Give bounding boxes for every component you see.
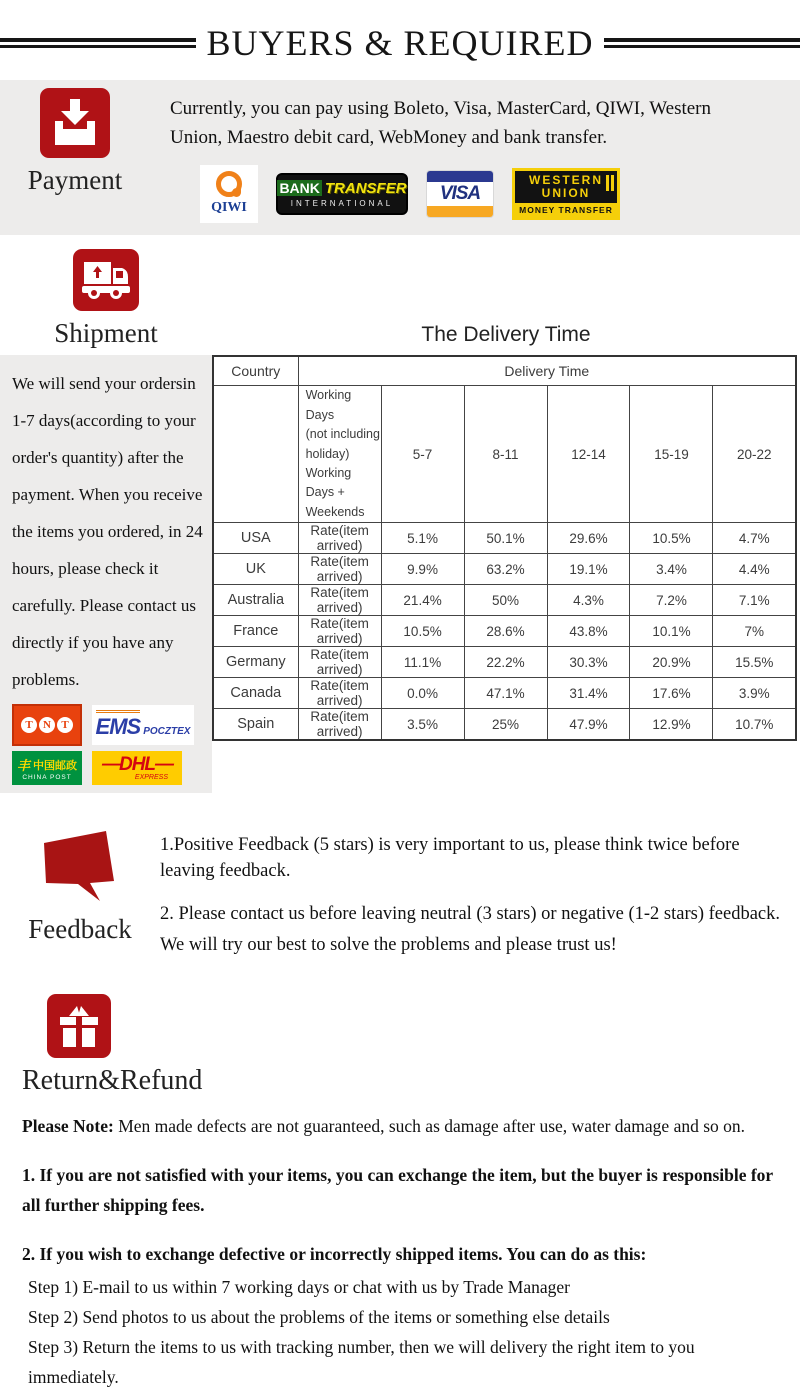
table-header-row-1 <box>213 356 796 386</box>
page-title: BUYERS & REQUIRED <box>206 23 594 63</box>
table-row: Canada Rate(item arrived) 0.0% 47.1% 31.4% 17.6% 3.9% <box>213 678 796 709</box>
please-note-label: Please Note: <box>22 1116 114 1137</box>
shipment-note-text: We will send your ordersin 1-7 days(according to your order's quantity) after the payment. When you receive the items you ordered, in 24 hours, please check it carefully. Please contact us directly if you have any problems. <box>12 373 203 690</box>
table-row: Australia Rate(item arrived) 21.4% 50% 4.3% 7.2% 7.1% <box>213 585 796 616</box>
delivery-time-title: The Delivery Time <box>421 322 591 346</box>
table-row: Germany Rate(item arrived) 11.1% 22.2% 30.3% 20.9% 15.5% <box>213 647 796 678</box>
qiwi-logo <box>200 165 258 223</box>
return-steps <box>22 1272 776 1392</box>
range-header: 12-14 <box>547 386 630 523</box>
money-transfer-wordmark: MONEY TRANSFER <box>519 204 613 215</box>
feedback-point-2: 2. Please contact us before leaving neutral (3 stars) or negative (1-2 stars) feedback. We will try our best to solve the problems and please trust us! <box>160 904 781 955</box>
bank-transfer-logo <box>276 173 408 215</box>
feedback-section <box>0 825 800 960</box>
tnt-logo: T N T <box>12 704 82 746</box>
qiwi-wordmark: QIWI <box>211 200 247 216</box>
table-header-row-2 <box>213 386 796 523</box>
shipment-note-panel <box>0 355 212 793</box>
please-note-paragraph: Please Note: Men made defects are not guaranteed, such as damage after use, water damage and so on. <box>22 1116 746 1137</box>
table-row: France Rate(item arrived) 10.5% 28.6% 43.8% 10.1% 7% <box>213 616 796 647</box>
range-header: 5-7 <box>381 386 464 523</box>
transfer-wordmark: TRANSFER <box>324 179 407 197</box>
empty-header-cell <box>213 386 298 523</box>
payment-description: Currently, you can pay using Boleto, Visa, MasterCard, QIWI, Western Union, Maestro debit card, WebMoney and bank transfer. <box>170 98 711 149</box>
table-row: UK Rate(item arrived) 9.9% 63.2% 19.1% 3.4% 4.4% <box>213 554 796 585</box>
visa-wordmark: VISA <box>439 182 481 204</box>
range-header: 8-11 <box>464 386 547 523</box>
visa-blue-band <box>427 171 493 182</box>
shipment-truck-icon <box>73 249 139 316</box>
feedback-point-1: 1.Positive Feedback (5 stars) is very important to us, please think twice before leaving feedback. <box>160 835 740 882</box>
return-point-1: 1. If you are not satisfied with your items, you can exchange the item, but the buyer is responsible for all further shipping fees. <box>22 1164 773 1216</box>
china-post-emblem-icon: 丰 <box>16 758 30 774</box>
dhl-logo: —DHL— EXPRESS <box>92 751 182 785</box>
union-wordmark: UNION <box>541 185 591 200</box>
table-row: USA Rate(item arrived) 5.1% 50.1% 29.6% 10.5% 4.7% <box>213 523 796 554</box>
shipment-label: Shipment <box>54 317 158 348</box>
shipment-body <box>0 355 800 793</box>
visa-gold-band <box>427 206 493 217</box>
wu-bars-icon <box>606 175 614 191</box>
western-union-logo <box>512 168 620 220</box>
page-header <box>0 22 800 64</box>
delivery-time-header: Delivery Time <box>298 356 796 386</box>
header-rule-left <box>0 38 196 48</box>
return-point-2: 2. If you wish to exchange defective or incorrectly shipped items. You can do as this: <box>22 1243 647 1264</box>
return-step: Step 3) Return the items to us with tracking number, then we will delivery the right item to you immediately. <box>28 1336 695 1387</box>
return-step: Step 2) Send photos to us about the problems of the items or something else details <box>28 1306 610 1327</box>
delivery-time-table <box>212 355 797 741</box>
delivery-table-wrap <box>212 355 800 793</box>
western-wordmark: WESTERN <box>529 173 603 188</box>
gift-box-icon <box>47 994 111 1063</box>
range-header: 20-22 <box>713 386 796 523</box>
return-refund-label: Return&Refund <box>22 1065 203 1097</box>
bank-wordmark: BANK <box>279 180 320 197</box>
qiwi-q-icon <box>216 171 242 197</box>
international-wordmark: INTERNATIONAL <box>290 198 394 208</box>
visa-logo <box>426 170 494 218</box>
payment-section <box>0 80 800 235</box>
carrier-logos <box>12 704 206 785</box>
china-post-logo: 丰 中国邮政 CHINA POST <box>12 751 82 785</box>
feedback-speech-bubble-icon <box>30 825 130 912</box>
range-header: 15-19 <box>630 386 713 523</box>
ems-pocztex-logo: EMS POCZTEX <box>92 705 194 745</box>
payment-download-tray-icon <box>40 88 110 163</box>
return-step: Step 1) E-mail to us within 7 working days or chat with us by Trade Manager <box>28 1276 570 1297</box>
payment-label: Payment <box>27 165 123 195</box>
table-row: Spain Rate(item arrived) 3.5% 25% 47.9% 12.9% 10.7% <box>213 709 796 741</box>
shipment-header <box>0 249 800 349</box>
country-header: Country <box>213 356 298 386</box>
payment-logos-row <box>200 165 770 223</box>
feedback-label: Feedback <box>28 914 132 945</box>
header-rule-right <box>604 38 800 48</box>
return-refund-section <box>0 994 800 1392</box>
working-days-cell: Working Days (not including holiday) Working Days + Weekends <box>298 386 381 523</box>
